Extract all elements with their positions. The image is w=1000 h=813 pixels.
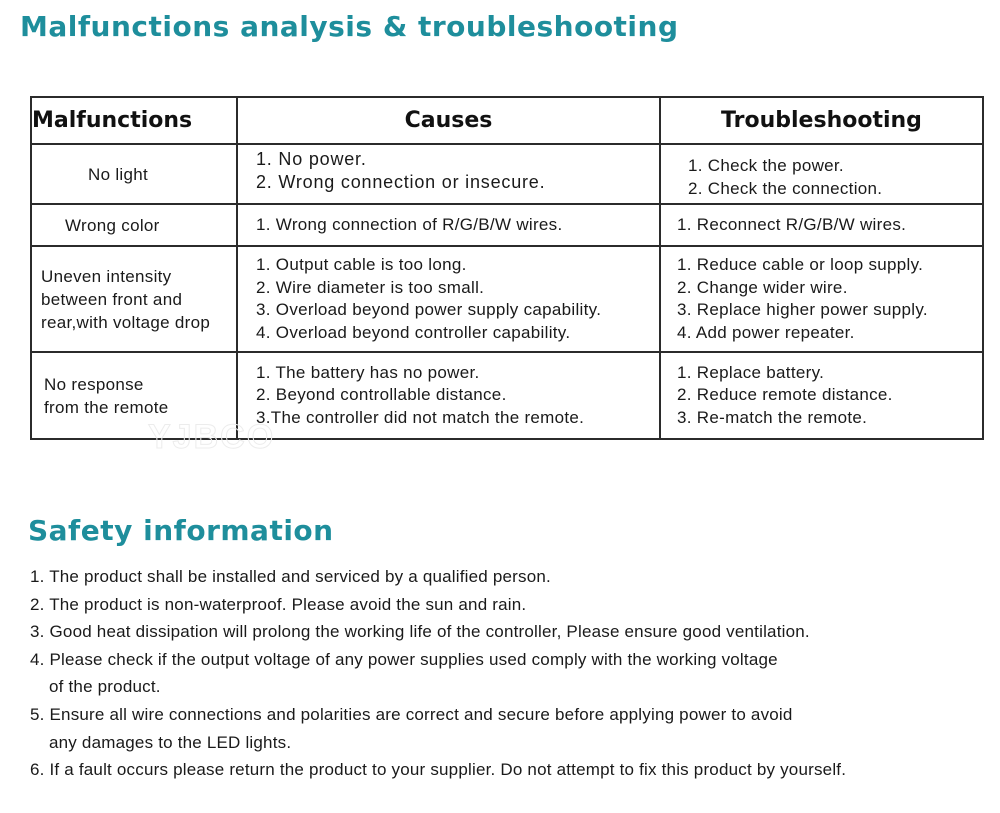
troubleshooting-table [30,96,984,440]
header-malfunctions: Malfunctions [31,97,237,144]
brand-watermark: YJBCO [148,418,276,456]
table-row [31,144,983,204]
safety-item: 4. Please check if the output voltage of any power supplies used comply with the working voltage of the product. [30,649,778,697]
fix-item: 1. Reduce cable or loop supply. [677,255,924,274]
causes-list [238,254,659,344]
cause-item: 2. Wire diameter is too small. [256,277,485,297]
causes-cell [237,352,660,439]
table-row [31,204,983,246]
safety-list [30,563,980,784]
safety-item: 1. The product shall be installed and serviced by a qualified person. [30,567,551,586]
fixes-list [661,254,982,344]
fix-item: 2. Check the connection. [688,179,883,198]
malfunction-label: Wrong color [65,215,160,235]
cause-item: 1. The battery has no power. [256,362,480,382]
fixes-list [661,214,982,237]
troubleshooting-cell [660,352,983,439]
cause-item: 1. Wrong connection of R/G/B/W wires. [256,214,563,234]
table-row [31,352,983,439]
safety-item: 2. The product is non-waterproof. Please avoid the sun and rain. [30,594,527,614]
cause-item: 2. Wrong connection or insecure. [256,172,546,192]
page-title: Malfunctions analysis & troubleshooting [20,10,679,43]
cause-item: 1. Output cable is too long. [256,255,467,274]
troubleshooting-cell [660,144,983,204]
cause-item: 3. Overload beyond power supply capability. [256,300,602,319]
fix-item: 2. Change wider wire. [677,277,848,297]
fixes-list [661,362,982,430]
fix-item: 3. Replace higher power supply. [677,300,928,319]
malfunction-label: No light [88,164,149,184]
malfunction-cell [31,246,237,352]
malfunction-cell [31,204,237,246]
table-row [31,246,983,352]
causes-list [238,362,659,430]
fix-item: 2. Reduce remote distance. [677,385,893,405]
causes-cell [237,144,660,204]
causes-list [238,148,659,200]
safety-title: Safety information [28,514,334,547]
malfunction-cell [31,352,237,439]
cause-item: 2. Beyond controllable distance. [256,385,507,405]
cause-item: 4. Overload beyond controller capability. [256,322,571,342]
fixes-list [661,148,982,200]
troubleshooting-cell [660,246,983,352]
table-header-row [31,97,983,144]
fix-item: 1. Check the power. [688,156,844,175]
fix-item: 3. Re-match the remote. [677,407,868,427]
causes-list [238,214,659,237]
cause-item: 3.The controller did not match the remote. [256,407,585,427]
malfunction-label: Uneven intensity between front and rear,with voltage drop [41,266,211,332]
header-causes: Causes [237,97,660,144]
cause-item: 1. No power. [256,149,367,169]
fix-item: 4. Add power repeater. [677,322,855,342]
safety-item: 3. Good heat dissipation will prolong the working life of the controller, Please ensure good ventilation. [30,622,810,642]
fix-item: 1. Reconnect R/G/B/W wires. [677,214,907,234]
causes-cell [237,246,660,352]
causes-cell [237,204,660,246]
malfunction-cell [31,144,237,204]
malfunction-label: No response from the remote [44,374,169,417]
safety-item: 5. Ensure all wire connections and polarities are correct and secure before applying power to avoid any damages to the LED lights. [30,704,793,752]
troubleshooting-cell [660,204,983,246]
fix-item: 1. Replace battery. [677,362,825,382]
safety-item: 6. If a fault occurs please return the product to your supplier. Do not attempt to fix this product by yourself. [30,760,847,780]
header-troubleshooting: Troubleshooting [660,97,983,144]
